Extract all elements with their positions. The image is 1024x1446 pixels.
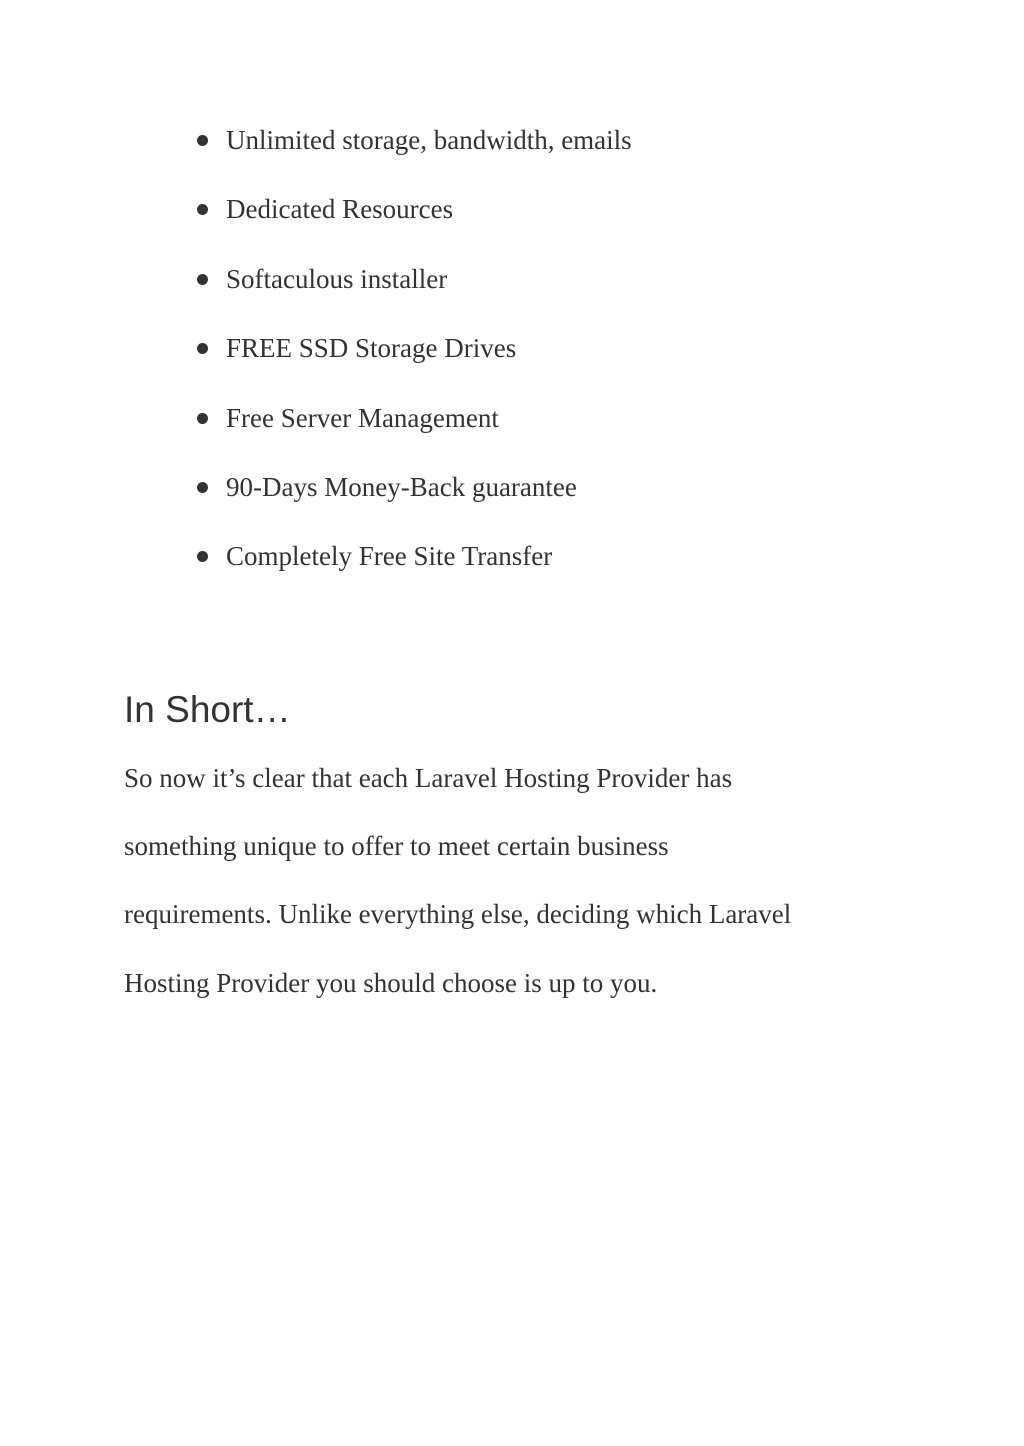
feature-text: Dedicated Resources [226, 194, 454, 225]
bullet-icon [197, 135, 208, 146]
bullet-icon [197, 204, 208, 215]
feature-text: Unlimited storage, bandwidth, emails [226, 125, 632, 155]
section-heading: In Short… [124, 689, 291, 730]
summary-paragraph [124, 756, 924, 1029]
paragraph-line: requirements. Unlike everything else, deciding which Laravel [124, 899, 792, 930]
bullet-icon [197, 343, 208, 354]
bullet-icon [197, 413, 208, 424]
feature-text: Completely Free Site Transfer [226, 541, 553, 572]
feature-text: FREE SSD Storage Drives [226, 333, 517, 364]
feature-text: Free Server Management [226, 402, 499, 433]
bullet-icon [197, 482, 208, 493]
feature-text: 90-Days Money-Back guarantee [226, 471, 577, 502]
paragraph-line: So now it’s clear that each Laravel Hosting Provider has [124, 763, 733, 793]
paragraph-line: Hosting Provider you should choose is up to you. [124, 967, 658, 998]
bullet-icon [197, 274, 208, 285]
paragraph-line: something unique to offer to meet certain business [124, 831, 669, 862]
feature-text: Softaculous installer [226, 263, 448, 294]
bullet-icon [197, 551, 208, 562]
